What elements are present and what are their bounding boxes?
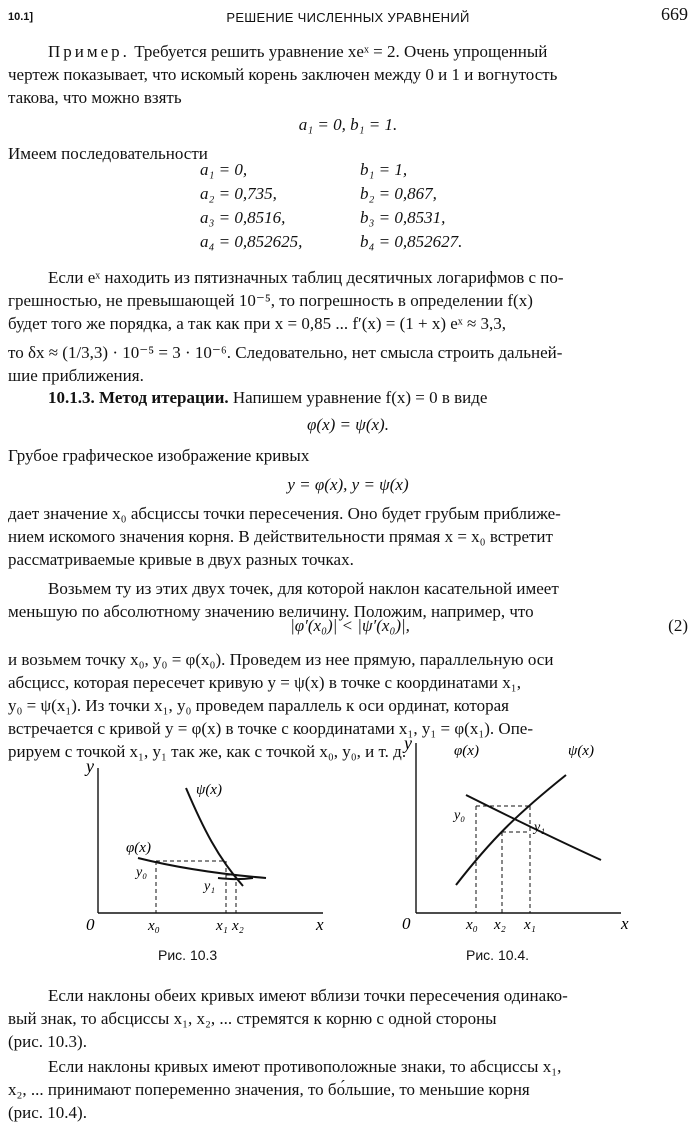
iteration-line-5: Возьмем ту из этих двух точек, для которой наклон касательной имеет [48, 579, 559, 598]
figure-10-3-caption: Рис. 10.3 [158, 947, 218, 963]
equation-phi-psi: φ(x) = ψ(x). [307, 415, 389, 434]
error-paragraph [8, 266, 688, 387]
fig3-origin-label: 0 [86, 915, 95, 934]
curves-intro: Грубое графическое изображение кривых [8, 446, 310, 465]
equation-number: (2) [668, 616, 688, 635]
closing-block [8, 984, 688, 1124]
fig4-psi-label: ψ(x) [568, 743, 594, 759]
running-header [8, 4, 688, 26]
fig3-psi-label: ψ(x) [196, 782, 222, 798]
procedure-line-2: абсцисс, которая пересечет кривую y = ψ(x) в точке с координатами x₁, [8, 673, 521, 692]
closing-line-1: Если наклоны обеих кривых имеют вблизи точки пересечения одинако- [48, 986, 568, 1005]
error-line-3: будет того же порядка, а так как при x = 0,85 ... f′(x) = (1 + x) eˣ ≈ 3,3, [8, 314, 507, 333]
fig3-y-label: y [86, 758, 94, 776]
psi-curve [456, 775, 566, 885]
procedure-line-4: встречается с кривой y = φ(x) в точке с координатами x₁, y₁ = φ(x₁). Опе- [8, 719, 534, 738]
example-line-2: чертеж показывает, что искомый корень заключен между 0 и 1 и вогнутость [8, 65, 558, 84]
fig4-x0-label: x₀ [466, 917, 478, 933]
fig4-y1-label: y₁ [534, 820, 546, 835]
fig4-phi-label: φ(x) [454, 743, 479, 759]
closing-line-6: (рис. 10.4). [8, 1103, 87, 1122]
fig4-x2-label: x₂ [494, 917, 506, 933]
fig4-origin-label: 0 [402, 914, 411, 933]
slope-inequality: |φ′(x₀)| < |ψ′(x₀)|, [290, 616, 410, 635]
chapter-title: РЕШЕНИЕ ЧИСЛЕННЫХ УРАВНЕНИЙ [226, 10, 470, 25]
fig3-x-label: x [316, 915, 324, 934]
fig3-y1-label: y₁ [204, 879, 216, 894]
psi-curve [186, 788, 243, 886]
procedure-line-3: y₀ = ψ(x₁). Из точки x₁, y₀ проведем параллель к оси ординат, которая [8, 696, 510, 715]
error-line-2: грешностью, не превышающей 10⁻⁵, то погрешность в определении f(x) [8, 291, 533, 310]
sequence-intro: Имеем последовательности [8, 144, 208, 163]
fig3-phi-label: φ(x) [126, 840, 151, 856]
section-number: 10.1] [8, 11, 34, 23]
section-heading: 10.1.3. Метод итерации. [48, 388, 229, 407]
sequence-table [200, 158, 560, 254]
iteration-section [8, 386, 688, 623]
fig3-x2-label: x₂ [232, 918, 244, 934]
fig4-x1-label: x₁ [524, 917, 536, 933]
sequence-row: a₃ = 0,8516, b₃ = 0,8531, [200, 208, 446, 227]
example-block [8, 40, 688, 165]
section-heading-line: 10.1.3. Метод итерации. Напишем уравнение f(x) = 0 в виде [48, 388, 488, 407]
error-line-4: то δx ≈ (1/3,3) · 10⁻⁵ = 3 · 10⁻⁶. Следовательно, нет смысла строить дальней- [8, 343, 563, 362]
equation-curves: y = φ(x), y = ψ(x) [287, 475, 409, 494]
fig3-x1-label: x₁ [216, 918, 228, 934]
iteration-line-2: дает значение x₀ абсциссы точки пересечения. Оно будет грубым приближе- [8, 504, 561, 523]
procedure-line-5: рируем с точкой x₁, y₁ так же, как с точкой x₀, y₀, и т. д. [8, 742, 407, 761]
figure-10-3 [78, 758, 338, 938]
example-lead: Пример. [48, 42, 130, 61]
error-line-1: Если eˣ находить из пятизначных таблиц десятичных логарифмов с по- [48, 268, 564, 287]
fig4-x-label: x [621, 914, 629, 933]
iteration-line-4: рассматриваемые кривые в двух разных точках. [8, 550, 354, 569]
iteration-line-3: нием искомого значения корня. В действительности прямая x = x₀ встретит [8, 527, 553, 546]
procedure-line-1: и возьмем точку x₀, y₀ = φ(x₀). Проведем из нее прямую, параллельную оси [8, 650, 554, 669]
sequence-row: a₂ = 0,735, b₂ = 0,867, [200, 184, 437, 203]
iteration-line-6: меньшую по абсолютному значению величину. Положим, например, что [8, 602, 534, 621]
closing-line-2: вый знак, то абсциссы x₁, x₂, ... стремятся к корню с одной стороны [8, 1009, 497, 1028]
fig4-y-label: y [404, 735, 412, 753]
figure-10-4-caption: Рис. 10.4. [466, 947, 530, 963]
sequence-row: a₁ = 0, b₁ = 1, [200, 160, 408, 179]
sequence-row: a₄ = 0,852625, b₄ = 0,852627. [200, 232, 463, 251]
example-line-1: Пример. Требуется решить уравнение xeˣ = 2. Очень упрощенный [48, 42, 548, 61]
fig3-y0-label: y₀ [136, 865, 148, 880]
fig3-x0-label: x₀ [148, 918, 160, 934]
error-line-5: шие приближения. [8, 366, 144, 385]
closing-line-5: x₂, ... принимают попеременно значения, то бо́льшие, то меньшие корня [8, 1080, 530, 1099]
example-line-3: такова, что можно взять [8, 88, 182, 107]
closing-line-4: Если наклоны кривых имеют противоположные знаки, то абсциссы x₁, [48, 1057, 562, 1076]
closing-line-3: (рис. 10.3). [8, 1032, 87, 1051]
figure-10-4 [396, 735, 636, 935]
fig4-y0-label: y₀ [454, 808, 466, 823]
example-initial-bounds: a₁ = 0, b₁ = 1. [298, 115, 398, 134]
page-number: 669 [661, 4, 688, 24]
